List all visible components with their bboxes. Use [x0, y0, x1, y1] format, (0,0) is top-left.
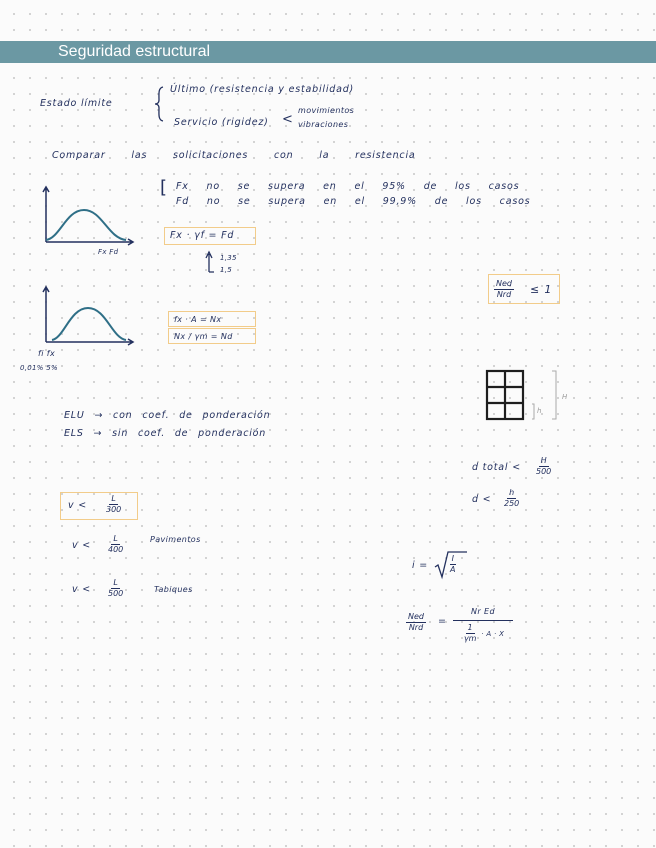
- coef-a: 1,35: [220, 254, 237, 262]
- ratio-num: Ned: [496, 279, 512, 288]
- cases-bracket: [: [160, 177, 168, 198]
- drift-num-2: h: [509, 488, 515, 497]
- drift-lhs-1: d total <: [472, 462, 521, 473]
- ratio-fraction: [494, 279, 514, 300]
- formula-nx: fx · A = Nx: [174, 315, 222, 324]
- buckling-fraction-line: [453, 620, 513, 621]
- buckling-rhs-num: Nr Ed: [471, 607, 495, 616]
- radius-frac: [448, 554, 457, 575]
- deflection-den-1: 300: [106, 505, 122, 514]
- elu-text: ELU → con coef. de ponderación: [64, 410, 271, 421]
- formula-nd: Nx / γm = Nd: [174, 332, 233, 341]
- buckling-lhs-frac: [406, 612, 426, 633]
- estado-limite-label: Estado límite: [40, 98, 113, 109]
- deflection-note-3: Tabiques: [154, 585, 193, 594]
- coef-b: 1,5: [220, 266, 233, 274]
- deflection-den-3: 500: [108, 589, 124, 598]
- deflection-den-2: 400: [108, 545, 124, 554]
- buckling-inner-num: 1: [467, 623, 473, 632]
- ratio-rhs: ≤ 1: [530, 283, 553, 296]
- curly-brace: [154, 86, 166, 122]
- radius-num: I: [451, 554, 454, 563]
- deflection-note-2: Pavimentos: [150, 535, 201, 544]
- drift-num-1: H: [540, 456, 547, 465]
- radius-lhs: i =: [412, 560, 429, 571]
- deflection-num-2: L: [113, 534, 118, 543]
- drift-lhs-2: d <: [472, 494, 492, 505]
- ultimo-text: Último (resistencia y estabilidad): [170, 84, 355, 95]
- deflection-lhs-3: v <: [72, 584, 92, 595]
- deflection-frac-1: [104, 494, 123, 515]
- radius-den: A: [450, 565, 456, 574]
- deflection-lhs-1: v <: [68, 500, 88, 511]
- vibraciones-text: vibraciones: [298, 120, 349, 129]
- section-banner: [0, 41, 656, 63]
- section-title: Seguridad estructural: [58, 43, 211, 60]
- els-text: ELS → sin coef. de ponderación: [64, 428, 267, 439]
- deflection-num-3: L: [113, 578, 118, 587]
- buckling-lhs-num: Ned: [408, 612, 424, 621]
- fx-case-text: Fx no se supera en el 95% de los casos: [176, 181, 520, 192]
- distribution-graph-1: [42, 184, 138, 246]
- drift-den-2: 250: [504, 499, 520, 508]
- buckling-lhs-den: Nrd: [408, 623, 424, 632]
- buckling-rhs: [450, 606, 516, 644]
- buckling-eq: =: [438, 616, 447, 627]
- deflection-num-1: L: [111, 494, 116, 503]
- drift-frac-1: [534, 456, 553, 477]
- formula-fd: Fx · γf = Fd: [170, 230, 235, 241]
- ratio-den: Nrd: [496, 290, 512, 299]
- grid-label-h: h: [537, 407, 542, 415]
- grid-label-H: H: [562, 393, 568, 401]
- buckling-rhs-den: [462, 623, 504, 644]
- distribution-graph-2: [42, 284, 138, 346]
- fd-case-text: Fd no se supera en el 99,9% de los casos: [176, 196, 531, 207]
- deflection-frac-2: [106, 534, 125, 555]
- buckling-inner-den: γm: [463, 634, 477, 643]
- graph2-label-top: fi fx: [38, 349, 56, 358]
- deflection-frac-3: [106, 578, 125, 599]
- graph1-label: Fx Fd: [98, 248, 119, 256]
- deflection-lhs-2: v <: [72, 540, 92, 551]
- buckling-den-tail: · A · X: [481, 629, 505, 638]
- drift-frac-2: [502, 488, 521, 509]
- less-than-bracket: <: [282, 112, 294, 127]
- drift-den-1: 500: [536, 467, 552, 476]
- graph2-label-bottom: 0,01% 5%: [20, 364, 58, 372]
- movimientos-text: movimientos: [298, 106, 355, 115]
- comparar-text: Comparar las solicitaciones con la resistencia: [52, 150, 416, 161]
- coef-bracket: [205, 250, 217, 274]
- servicio-text: Servicio (rigidez): [174, 117, 269, 128]
- buckling-inner-frac: [462, 623, 479, 644]
